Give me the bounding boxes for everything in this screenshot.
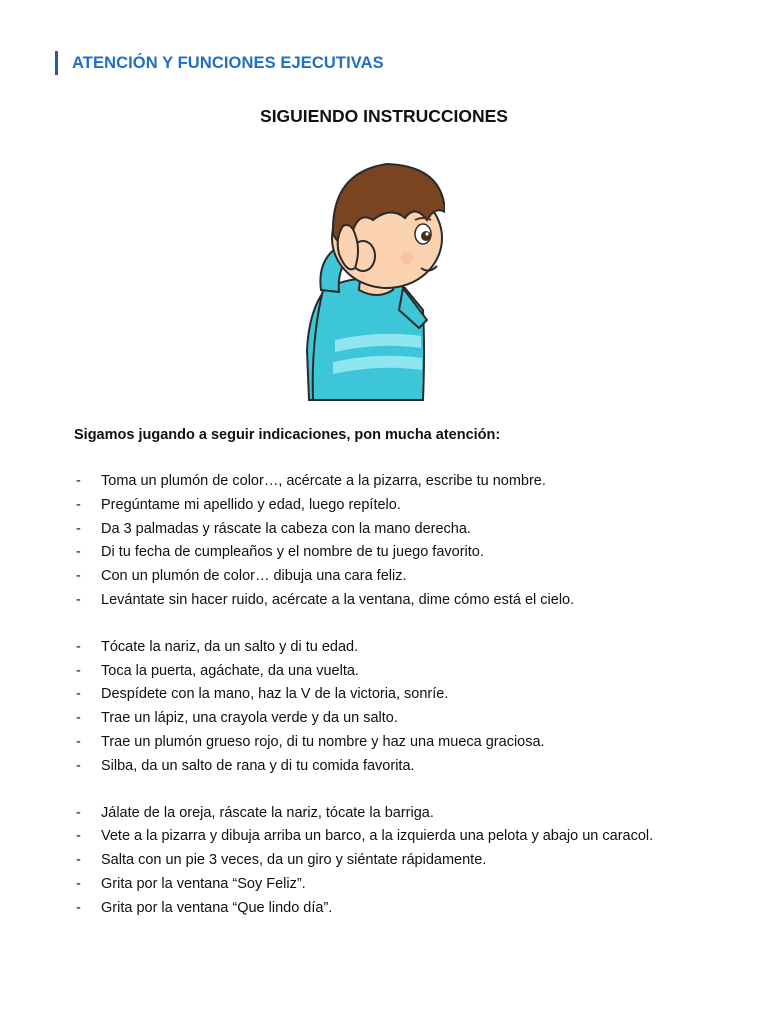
list-item-text: Da 3 palmadas y ráscate la cabeza con la mano derecha.	[101, 520, 471, 537]
list-item-text: Grita por la ventana “Que lindo día”.	[101, 899, 333, 916]
list-dash: -	[76, 899, 81, 916]
list-dash: -	[76, 828, 81, 845]
list-item-text: Con un plumón de color… dibuja una cara feliz.	[101, 568, 407, 585]
page-title: SIGUIENDO INSTRUCCIONES	[260, 106, 508, 126]
boy-listening-icon	[295, 150, 445, 405]
list-item-text: Vete a la pizarra y dibuja arriba un barco, a la izquierda una pelota y abajo un caracol.	[101, 828, 654, 845]
list-dash: -	[76, 473, 81, 489]
list-item	[74, 755, 694, 779]
list-dash: -	[76, 686, 81, 703]
list-dash: -	[76, 804, 81, 821]
list-dash: -	[76, 662, 81, 679]
list-item	[74, 731, 694, 755]
list-dash: -	[76, 544, 81, 561]
list-item	[74, 565, 694, 589]
list-item	[74, 849, 694, 873]
list-item-text: Tócate la nariz, da un salto y di tu edad.	[101, 638, 359, 655]
list-item-text: Toca la puerta, agáchate, da una vuelta.	[101, 662, 359, 679]
list-dash: -	[76, 638, 81, 655]
list-dash: -	[76, 568, 81, 585]
list-item	[74, 897, 694, 921]
list-item	[74, 589, 694, 613]
list-item	[74, 494, 694, 518]
list-item-text: Toma un plumón de color…, acércate a la pizarra, escribe tu nombre.	[101, 473, 546, 489]
list-item-text: Jálate de la oreja, ráscate la nariz, tócate la barriga.	[101, 804, 434, 821]
list-item	[74, 802, 694, 826]
list-item-text: Pregúntame mi apellido y edad, luego repítelo.	[101, 496, 401, 513]
list-item-text: Trae un lápiz, una crayola verde y da un salto.	[101, 710, 398, 727]
list-item-text: Levántate sin hacer ruido, acércate a la ventana, dime cómo está el cielo.	[101, 591, 575, 608]
list-item-text: Salta con un pie 3 veces, da un giro y siéntate rápidamente.	[101, 852, 487, 869]
list-item	[74, 683, 694, 707]
instruction-list	[74, 470, 694, 921]
list-item	[74, 825, 694, 849]
list-dash: -	[76, 591, 81, 608]
section-title: ATENCIÓN Y FUNCIONES EJECUTIVAS	[72, 53, 384, 72]
list-item-text: Silba, da un salto de rana y di tu comida favorita.	[101, 757, 415, 774]
list-item-text: Di tu fecha de cumpleaños y el nombre de tu juego favorito.	[101, 544, 484, 561]
list-dash: -	[76, 875, 81, 892]
list-item	[74, 636, 694, 660]
header-accent-bar	[55, 51, 58, 75]
list-item	[74, 470, 694, 494]
list-item-text: Despídete con la mano, haz la V de la victoria, sonríe.	[101, 686, 449, 703]
intro-text: Sigamos jugando a seguir indicaciones, pon mucha atención:	[74, 427, 501, 443]
list-dash: -	[76, 520, 81, 537]
list-item	[74, 873, 694, 897]
list-dash: -	[76, 852, 81, 869]
list-dash: -	[76, 496, 81, 513]
list-item	[74, 541, 694, 565]
list-dash: -	[76, 757, 81, 774]
section-header	[55, 50, 384, 76]
list-dash: -	[76, 733, 81, 750]
list-item	[74, 660, 694, 684]
list-item-text: Grita por la ventana “Soy Feliz”.	[101, 875, 306, 892]
list-dash: -	[76, 710, 81, 727]
list-item-text: Trae un plumón grueso rojo, di tu nombre y haz una mueca graciosa.	[101, 733, 545, 750]
list-item	[74, 707, 694, 731]
list-item	[74, 518, 694, 542]
